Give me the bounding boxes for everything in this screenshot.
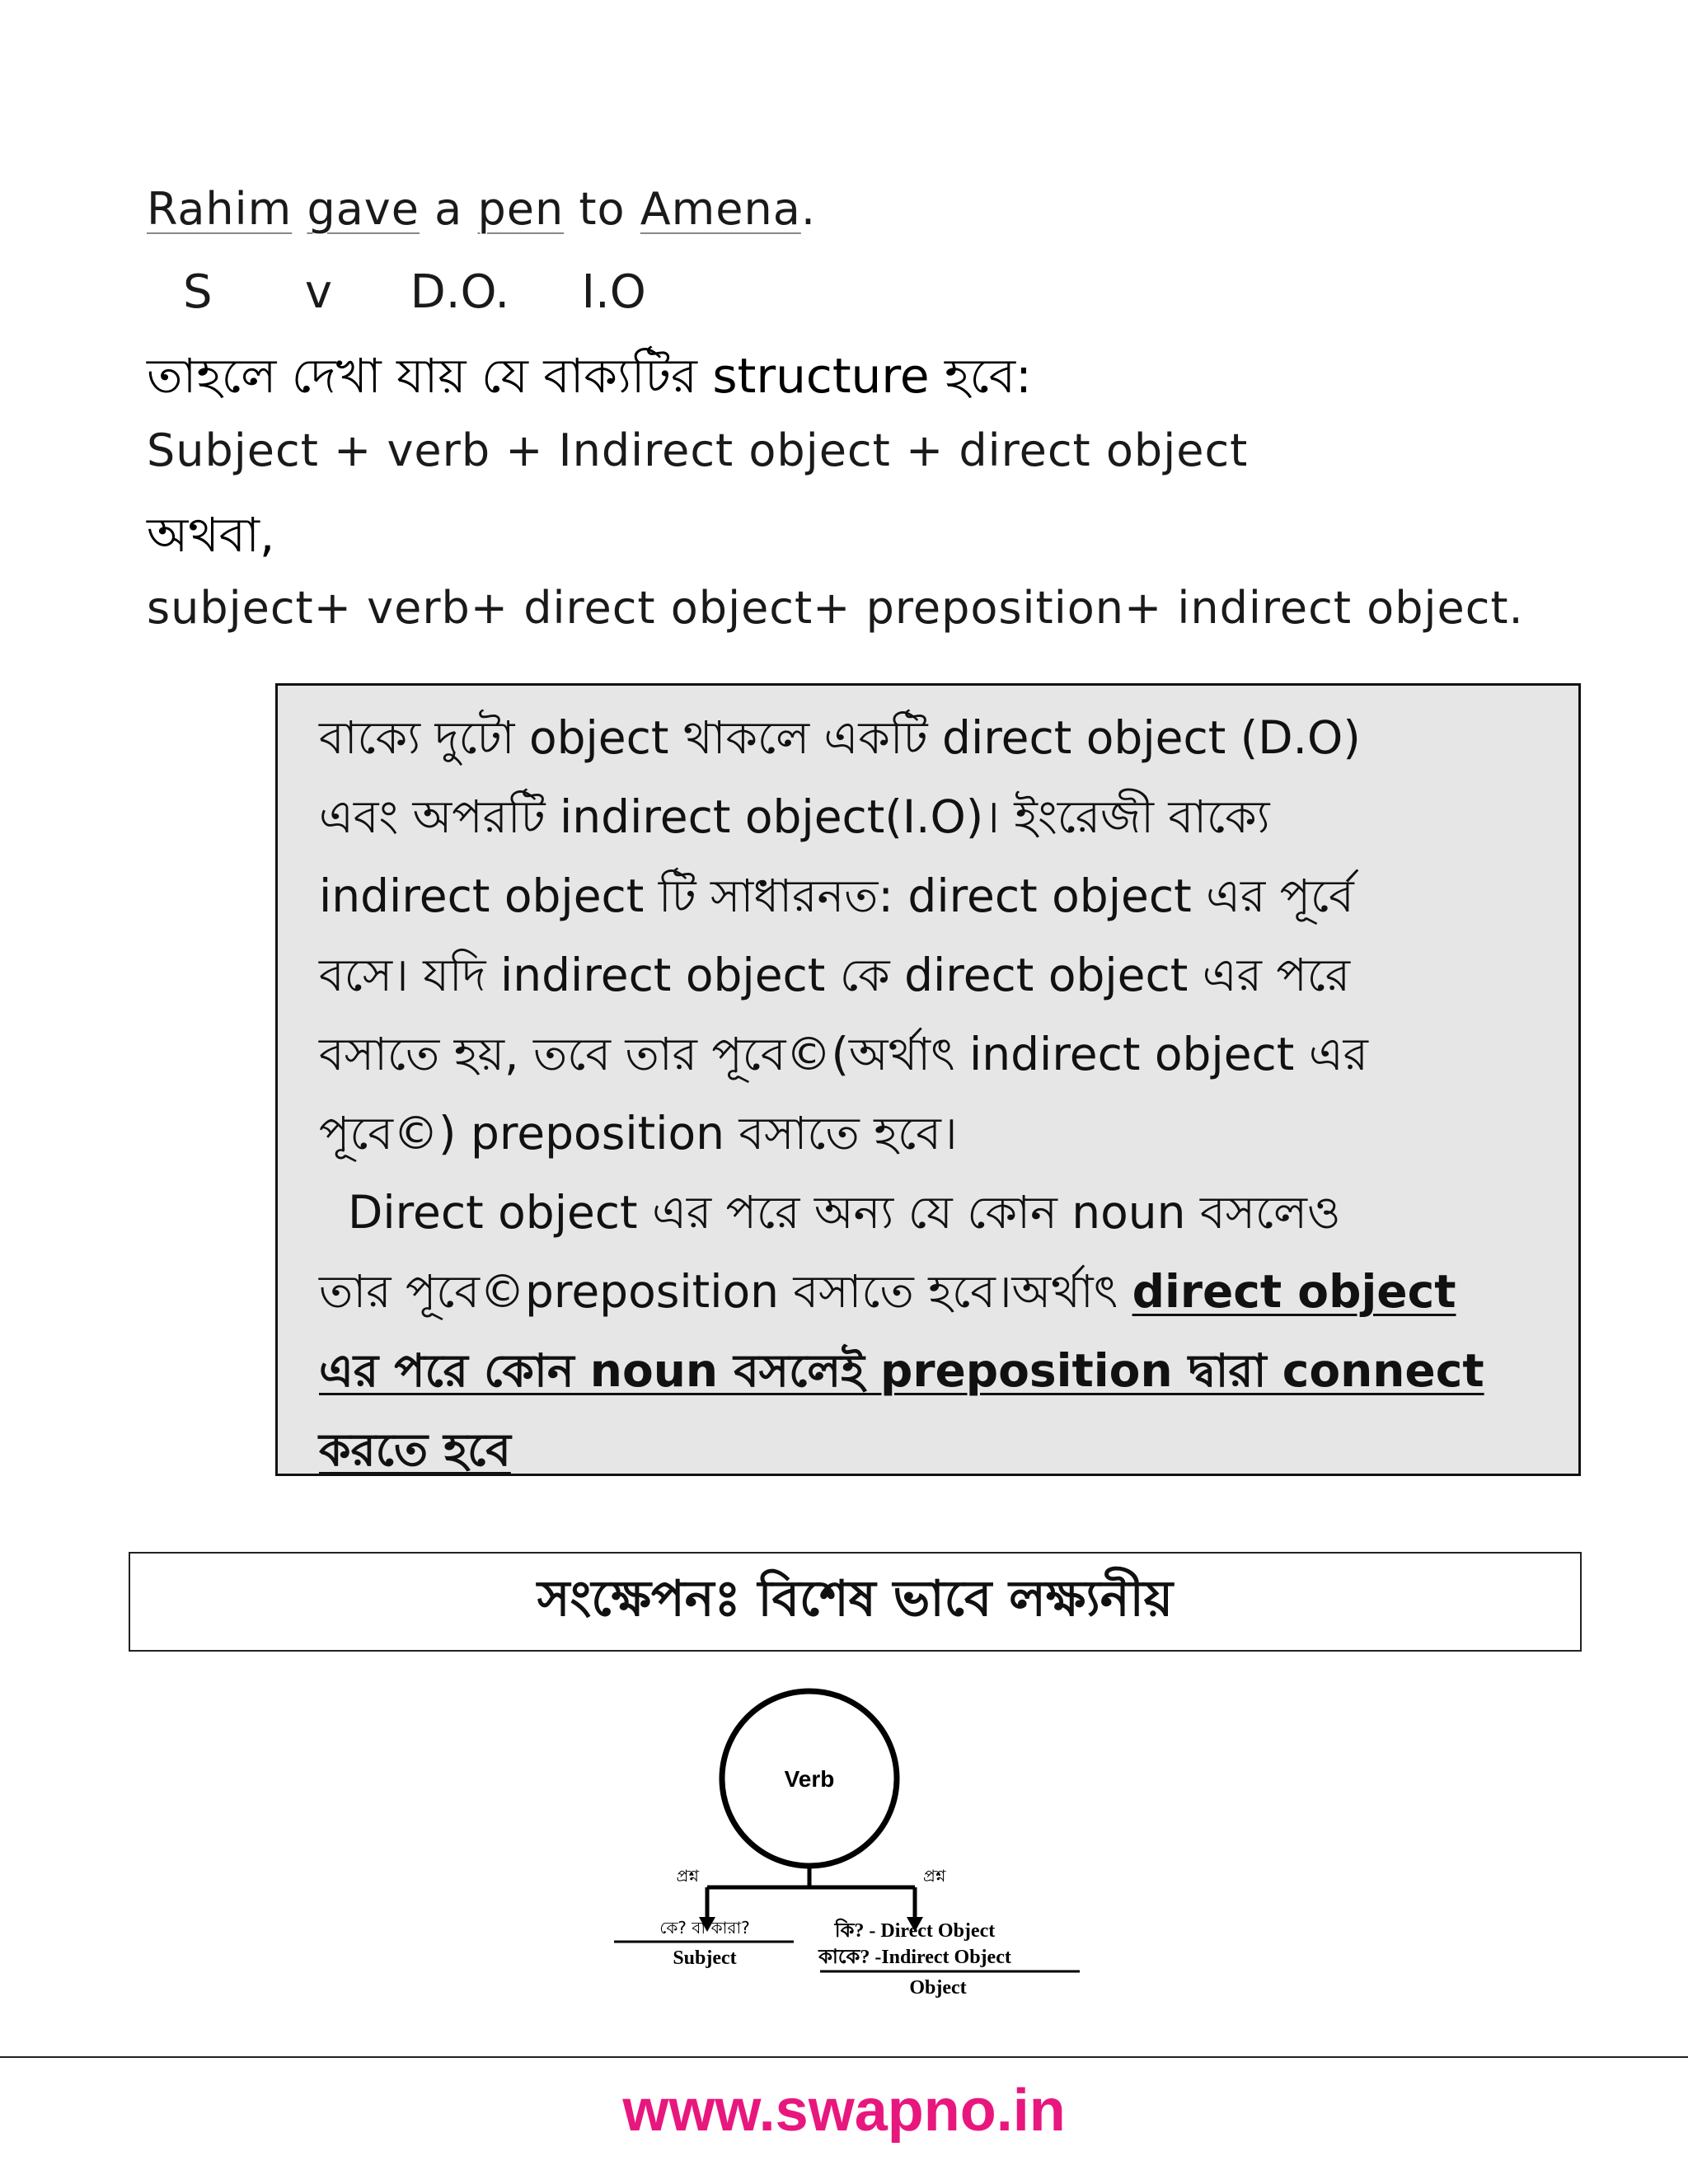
rule-line-7: Direct object এর পরে অন্য যে কোন noun বসলেও [319,1186,1341,1239]
rule-line-8 [319,1258,1456,1333]
structure-heading: তাহলে দেখা যায় যে বাক্যটির structure হবে: [147,348,1032,404]
label-io: I.O [581,265,646,319]
rule-line-8-text: তার পূবে©preposition বসাতে হবে।অর্থাৎ [319,1265,1132,1318]
verb-label: Verb [784,1766,835,1792]
rule-box [275,683,1581,1476]
label-v: v [304,265,332,319]
or-text: অথবা, [147,507,275,563]
rule-emphasis-3: করতে হবে [319,1423,511,1476]
rule-line-2: এবং অপরটি indirect object(I.O)। ইংরেজী বাক্যে [319,790,1270,843]
rule-line-1: বাক্যে দুটো object থাকলে একটি direct object (D.O) [319,711,1361,764]
rule-line-6: পূবে©) preposition বসাতে হবে। [319,1107,958,1160]
rule-emphasis-1: direct object [1132,1265,1456,1318]
rule-emphasis-2: এর পরে কোন noun বসলেই preposition দ্বারা connect [319,1344,1484,1397]
right-question-1: কি? - Direct Object [834,1920,996,1942]
summary-title: সংক্ষেপনঃ বিশেষ ভাবে লক্ষ্যনীয় [537,1569,1174,1628]
label-do: D.O. [410,265,510,319]
left-question: কে? বা কারা? [659,1918,750,1938]
word-subject: Rahim [147,183,293,235]
word-direct-object: pen [477,183,565,235]
rule-line-4: বসে। যদি indirect object কে direct object এর পরে [319,949,1351,1001]
website-link[interactable]: www.swapno.in [622,2078,1066,2144]
word-verb: gave [307,183,420,235]
subject-label: Subject [673,1947,737,1969]
rule-line-3: indirect object টি সাধারনত: direct object এর পূর্বে [319,869,1354,922]
label-s: S [183,265,213,319]
rule-line-5: বসাতে হয়, তবে তার পূবে©(অর্থাৎ indirect object এর [319,1028,1368,1080]
right-question-label: প্রশ্ন [923,1866,946,1886]
object-label: Object [909,1977,967,1999]
word-labels [183,265,646,319]
formula-2: subject+ verb+ direct object+ preposition+ indirect object. [147,582,1524,634]
word-preposition: to [579,183,626,235]
verb-diagram [602,1673,1096,2027]
example-sentence [147,183,816,235]
left-question-label: প্রশ্ন [676,1866,699,1886]
word-indirect-object: Amena [640,183,801,235]
right-question-2: কাকে? -Indirect Object [818,1947,1011,1968]
summary-heading [129,1552,1582,1652]
formula-1: Subject + verb + Indirect object + direct object [147,424,1249,476]
sentence-period: . [800,183,816,235]
footer-divider [0,2056,1688,2058]
word-article: a [434,183,463,235]
